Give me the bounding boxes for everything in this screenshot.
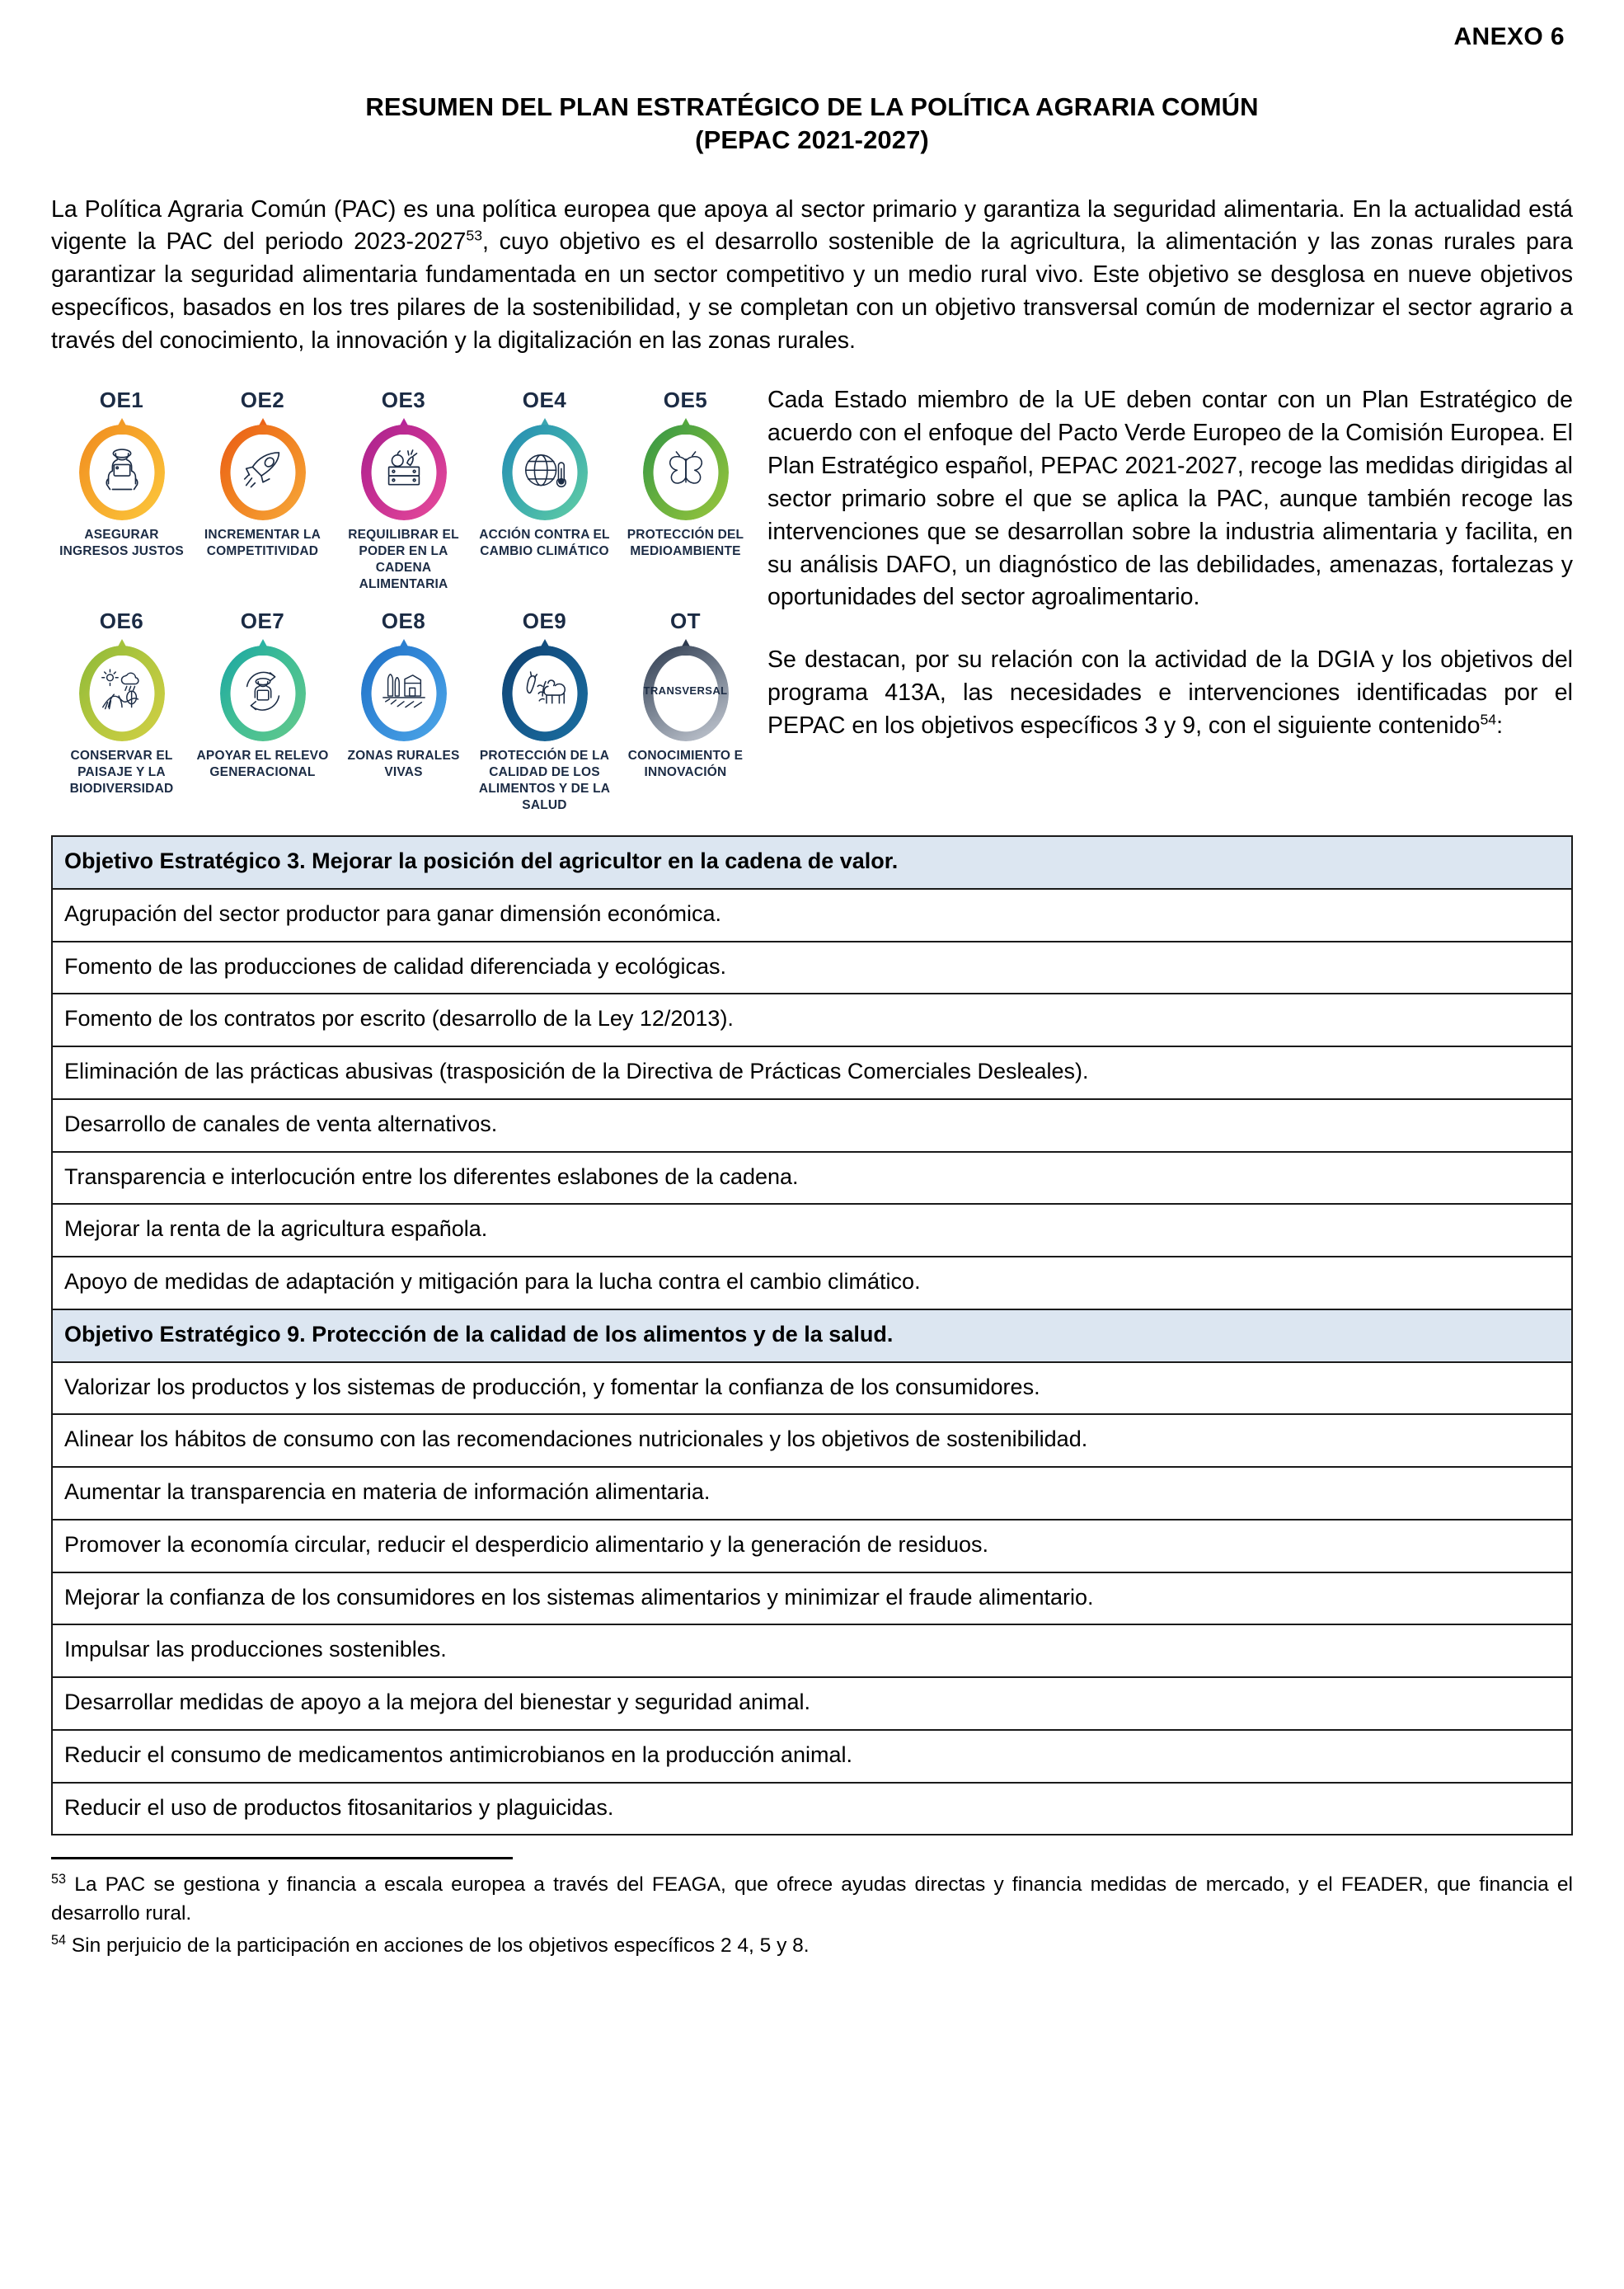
butterfly-leaf-icon: [660, 444, 711, 496]
oe-ring-oe3: [361, 418, 447, 520]
side-paragraph-2-part-2: :: [1496, 712, 1504, 740]
table-row: [52, 1520, 1572, 1572]
oe-label-oe5: PROTECCIÓN DEL MEDIOAMBIENTE: [627, 528, 744, 559]
oe-ring-oe7: [220, 639, 306, 741]
table-cell: Fomento de las producciones de calidad diferenciada y ecológicas.: [52, 942, 1572, 994]
oe-infographic: [51, 384, 756, 814]
page-title: [51, 91, 1573, 157]
oe-label-oe9: PROTECCIÓN DE LA CALIDAD DE LOS ALIMENTOS Y DE LA SALUD: [478, 748, 611, 813]
footnote-separator: [51, 1857, 513, 1859]
table-cell: Desarrollo de canales de venta alternativos.: [52, 1099, 1572, 1152]
footnote-53-text: La PAC se gestiona y financia a escala europea a través del FEAGA, que ofrece ayudas directas y financia medidas de mercado, y el FEADER, que financia el desarrollo rural.: [51, 1873, 1573, 1925]
footnote-ref-54[interactable]: 54: [1480, 711, 1497, 728]
landscape-weather-icon: [96, 665, 148, 717]
table-row: [52, 1730, 1572, 1783]
oe-code-oe9: OE9: [522, 608, 567, 633]
rocket-icon: [237, 444, 289, 496]
oe-ring-oe2: [220, 418, 306, 520]
footnote-53: [51, 1871, 1573, 1929]
oe-item-oe3: [333, 388, 474, 594]
table-cell: Agrupación del sector productor para ganar dimensión económica.: [52, 889, 1572, 942]
oe-label-oe7: APOYAR EL RELEVO GENERACIONAL: [196, 748, 329, 779]
table-row: [52, 1257, 1572, 1309]
footnote-marker-54: 54: [51, 1932, 66, 1948]
oe-ring-oe4: [502, 418, 588, 520]
table-row: [52, 1152, 1572, 1205]
oe-label-oe8: ZONAS RURALES VIVAS: [347, 748, 460, 779]
oe-label-oe6: CONSERVAR EL PAISAJE Y LA BIODIVERSIDAD: [69, 748, 174, 796]
table-section-header: Objetivo Estratégico 9. Protección de la calidad de los alimentos y de la salud.: [52, 1309, 1572, 1362]
table-cell: Fomento de los contratos por escrito (desarrollo de la Ley 12/2013).: [52, 994, 1572, 1046]
transversal-icon: [643, 665, 728, 717]
oe-label-oe1: ASEGURAR INGRESOS JUSTOS: [59, 528, 184, 559]
table-row: [52, 1624, 1572, 1677]
oe-code-ot: OT: [669, 608, 702, 633]
oe-item-oe1: [51, 388, 192, 594]
table-row: [52, 1572, 1572, 1625]
table-cell: Apoyo de medidas de adaptación y mitigación para la lucha contra el cambio climático.: [52, 1257, 1572, 1309]
rural-village-icon: [378, 665, 429, 717]
page-title-line-2: (PEPAC 2021-2027): [695, 125, 929, 155]
oe-item-oe6: [51, 609, 192, 815]
transversal-label: TRANSVERSAL: [643, 684, 728, 698]
oe-row-1: [51, 388, 756, 594]
table-cell: Eliminación de las prácticas abusivas (trasposición de la Directiva de Prácticas Comerciales Desleales).: [52, 1046, 1572, 1099]
side-text-column: [756, 384, 1573, 743]
table-cell: Mejorar la renta de la agricultura española.: [52, 1204, 1572, 1257]
oe-label-ot: CONOCIMIENTO E INNOVACIÓN: [627, 748, 744, 779]
annex-label: ANEXO 6: [1453, 23, 1565, 50]
table-row: [52, 889, 1572, 942]
table-row: [52, 1099, 1572, 1152]
oe-item-oe2: [192, 388, 333, 594]
table-row: [52, 1309, 1572, 1362]
oe-item-oe8: [333, 609, 474, 815]
table-cell: Transparencia e interlocución entre los diferentes eslabones de la cadena.: [52, 1152, 1572, 1205]
page-title-line-1: RESUMEN DEL PLAN ESTRATÉGICO DE LA POLÍTICA AGRARIA COMÚN: [365, 92, 1259, 121]
oe-code-oe8: OE8: [381, 608, 426, 633]
oe-label-oe4: ACCIÓN CONTRA EL CAMBIO CLIMÁTICO: [479, 528, 610, 559]
oe-item-ot: [615, 609, 756, 815]
side-paragraph-2: [767, 644, 1573, 743]
table-cell: Valorizar los productos y los sistemas de producción, y fomentar la confianza de los consumidores.: [52, 1362, 1572, 1415]
objectives-table: [51, 835, 1573, 1835]
oe-item-oe9: [474, 609, 615, 815]
footnote-marker-53: 53: [51, 1872, 66, 1887]
generational-renewal-icon: [237, 665, 289, 717]
table-row: [52, 1414, 1572, 1467]
oe-ring-oe6: [79, 639, 165, 741]
oe-ring-oe9: [502, 639, 588, 741]
table-row: [52, 994, 1572, 1046]
oe-ring-oe5: [643, 418, 729, 520]
oe-ring-oe8: [361, 639, 447, 741]
table-row: [52, 942, 1572, 994]
oe-code-oe4: OE4: [522, 388, 567, 413]
table-cell: Promover la economía circular, reducir el desperdicio alimentario y la generación de residuos.: [52, 1520, 1572, 1572]
infographic-and-text-columns: [51, 384, 1573, 814]
table-cell: Alinear los hábitos de consumo con las recomendaciones nutricionales y los objetivos de sostenibilidad.: [52, 1414, 1572, 1467]
intro-paragraph: [51, 194, 1573, 358]
intro-text-part-2: , cuyo objetivo es el desarrollo sostenible de la agricultura, la alimentación y las zonas rurales para garantizar la seguridad alimentaria fundamentada en un sector competitivo y un medio rural vivo. Este objetivo se desglosa en nueve objetivos específicos, basados en los tres pilares de la sostenibilidad, y se completan con un objetivo transversal común de modernizar el sector agrario a través del conocimiento, la innovación y la digitalización en las zonas rurales.: [51, 228, 1574, 355]
table-row: [52, 1467, 1572, 1520]
farmer-hands-icon: [96, 444, 148, 496]
oe-item-oe4: [474, 388, 615, 594]
table-cell: Reducir el consumo de medicamentos antimicrobianos en la producción animal.: [52, 1730, 1572, 1783]
produce-crate-icon: [378, 444, 429, 496]
side-paragraph-2-part-1: Se destacan, por su relación con la actividad de la DGIA y los objetivos del programa 413A, las necesidades e intervenciones identificadas por el PEPAC en los objetivos específicos 3 y 9, con el siguiente contenido: [767, 646, 1573, 740]
oe-code-oe1: OE1: [99, 388, 144, 413]
table-cell: Mejorar la confianza de los consumidores en los sistemas alimentarios y minimizar el fraude alimentario.: [52, 1572, 1572, 1625]
oe-ring-oe1: [79, 418, 165, 520]
footnotes-section: [51, 1857, 1573, 1960]
footnote-54-text: Sin perjuicio de la participación en acciones de los objetivos específicos 2 4, 5 y 8.: [71, 1934, 810, 1957]
table-row: [52, 836, 1572, 889]
table-cell: Impulsar las producciones sostenibles.: [52, 1624, 1572, 1677]
table-row: [52, 1046, 1572, 1099]
oe-code-oe2: OE2: [240, 388, 285, 413]
table-row: [52, 1783, 1572, 1835]
oe-item-oe5: [615, 388, 756, 594]
oe-label-oe2: INCREMENTAR LA COMPETITIVIDAD: [204, 528, 322, 559]
oe-row-2: [51, 609, 756, 815]
intro-text-part-1: La Política Agraria Común (PAC) es una política europea que apoya al sector primario y garantiza la seguridad alimentaria. En la actualidad está vigente la PAC del periodo 2023-2027: [51, 195, 1573, 256]
globe-thermometer-icon: [519, 444, 570, 496]
table-row: [52, 1677, 1572, 1730]
oe-code-oe5: OE5: [663, 388, 708, 413]
oe-code-oe7: OE7: [240, 608, 285, 633]
footnote-54: [51, 1932, 1573, 1961]
oe-item-oe7: [192, 609, 333, 815]
footnote-ref-53[interactable]: 53: [466, 227, 483, 244]
table-cell: Aumentar la transparencia en materia de información alimentaria.: [52, 1467, 1572, 1520]
table-row: [52, 1204, 1572, 1257]
oe-ring-ot: [643, 639, 729, 741]
objectives-table-body: [52, 836, 1572, 1835]
table-cell: Reducir el uso de productos fitosanitarios y plaguicidas.: [52, 1783, 1572, 1835]
side-paragraph-1: Cada Estado miembro de la UE deben contar con un Plan Estratégico de acuerdo con el enfoque del Pacto Verde Europeo de la Comisión Europea. El Plan Estratégico español, PEPAC 2021-2027, recoge las medidas dirigidas al sector primario sobre el que se aplica la PAC, aunque también recoge las intervenciones que se desarrollan sobre la industria alimentaria y facilita, en su análisis DAFO, un diagnóstico de las debilidades, amenazas, fortalezas y oportunidades del sector agroalimentario.: [767, 387, 1573, 611]
table-section-header: Objetivo Estratégico 3. Mejorar la posición del agricultor en la cadena de valor.: [52, 836, 1572, 889]
table-row: [52, 1362, 1572, 1415]
oe-label-oe3: REQUILIBRAR EL PODER EN LA CADENA ALIMENTARIA: [348, 528, 459, 592]
livestock-food-icon: [519, 665, 570, 717]
table-cell: Desarrollar medidas de apoyo a la mejora del bienestar y seguridad animal.: [52, 1677, 1572, 1730]
oe-code-oe6: OE6: [99, 608, 144, 633]
oe-code-oe3: OE3: [381, 388, 426, 413]
